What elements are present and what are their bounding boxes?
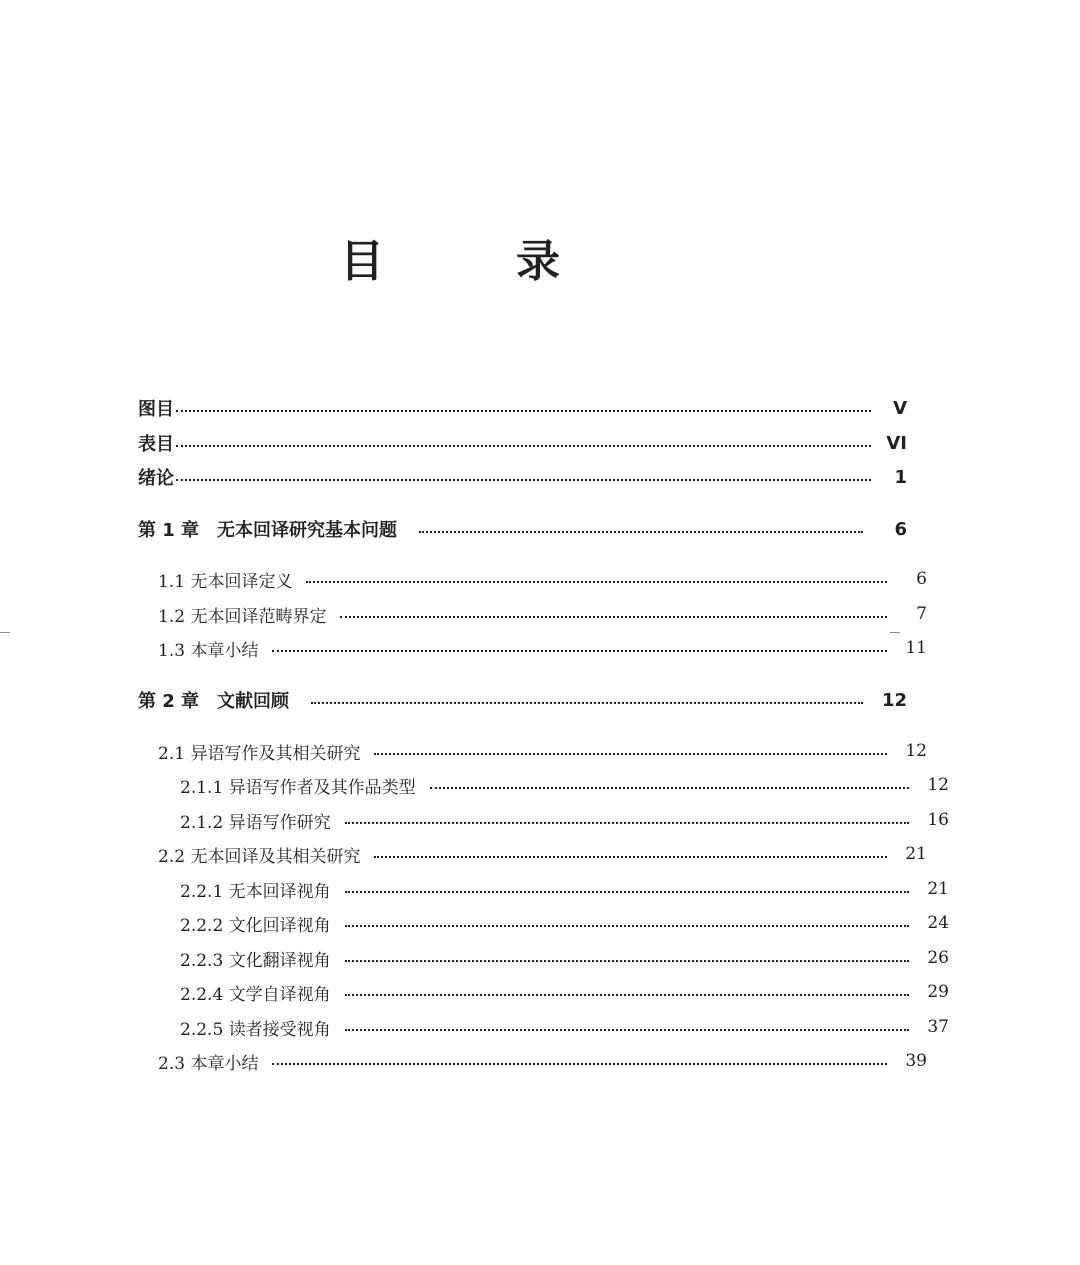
toc-entry-tables[interactable] [0,428,1038,458]
dot-leader [345,994,909,996]
toc-entry-section[interactable] [0,633,1058,663]
toc-entry-section[interactable] [0,564,1058,594]
toc-page-number: 37 [927,1017,949,1037]
toc-page-number: 21 [905,844,927,864]
toc-label: 1.3 本章小结 [158,640,259,661]
toc-entry-subsection[interactable] [0,1012,1080,1042]
toc-label: 2.2.4 文学自译视角 [180,984,331,1005]
dot-leader [306,581,887,583]
toc-page-number: 21 [927,879,949,899]
dot-leader [345,925,909,927]
toc-label: 图目 [138,399,174,420]
toc-page-number: 16 [927,810,949,830]
dot-leader [345,1029,909,1031]
toc-entry-subsection[interactable] [0,770,1080,800]
toc-entry-chapter-1[interactable] [0,514,1038,544]
toc-label: 绪论 [138,468,174,489]
toc-page-number: 11 [905,638,927,658]
toc-label: 2.1 异语写作及其相关研究 [158,743,361,764]
toc-entry-section[interactable] [0,1046,1058,1076]
toc-entry-subsection[interactable] [0,874,1080,904]
toc-page-number: 24 [927,913,949,933]
dot-leader [176,410,871,412]
toc-label: 2.3 本章小结 [158,1053,259,1074]
toc-label: 2.1.1 异语写作者及其作品类型 [180,777,416,798]
dot-leader [311,702,863,704]
dot-leader [272,1063,887,1065]
dot-leader [176,479,871,481]
toc-label: 表目 [138,434,174,455]
toc-label: 第 1 章 无本回译研究基本问题 [138,520,398,541]
toc-page-number: 39 [905,1051,927,1071]
dot-leader [419,531,863,533]
toc-page-number: 1 [894,466,907,488]
dot-leader [345,960,909,962]
toc-entry-chapter-2[interactable] [0,685,1038,715]
toc-label: 2.2 无本回译及其相关研究 [158,846,361,867]
toc-entry-introduction[interactable] [0,462,1038,492]
toc-entry-section[interactable] [0,599,1058,629]
dot-leader [430,787,909,789]
toc-label: 2.1.2 异语写作研究 [180,812,331,833]
toc-page-number: 6 [894,518,907,540]
dot-leader [176,445,871,447]
dot-leader [345,891,909,893]
page-title: 目 录 [340,236,604,287]
toc-page-number: VI [886,432,907,454]
dot-leader [374,856,887,858]
toc-entry-section[interactable] [0,736,1058,766]
toc-label: 2.2.5 读者接受视角 [180,1019,331,1040]
dot-leader [374,753,887,755]
toc-entry-subsection[interactable] [0,805,1080,835]
dot-leader [272,650,887,652]
toc-label: 第 2 章 文献回顾 [138,691,290,712]
toc-page-number: 29 [927,982,949,1002]
toc-page-number: 7 [916,604,927,624]
toc-entry-subsection[interactable] [0,977,1080,1007]
toc-label: 1.1 无本回译定义 [158,571,293,592]
toc-entry-subsection[interactable] [0,908,1080,938]
toc-entry-figures[interactable] [0,393,1038,423]
toc-page-number: 12 [927,775,949,795]
toc-entry-section[interactable] [0,839,1058,869]
toc-page-number: V [893,397,907,419]
toc-entry-subsection[interactable] [0,943,1080,973]
toc-label: 2.2.1 无本回译视角 [180,881,331,902]
toc-page-number: 12 [905,741,927,761]
toc-label: 2.2.2 文化回译视角 [180,915,331,936]
toc-label: 1.2 无本回译范畴界定 [158,606,327,627]
dot-leader [340,616,887,618]
toc-label: 2.2.3 文化翻译视角 [180,950,331,971]
dot-leader [345,822,909,824]
toc-page-number: 12 [881,689,907,711]
toc-page-number: 26 [927,948,949,968]
toc-page-number: 6 [916,569,927,589]
